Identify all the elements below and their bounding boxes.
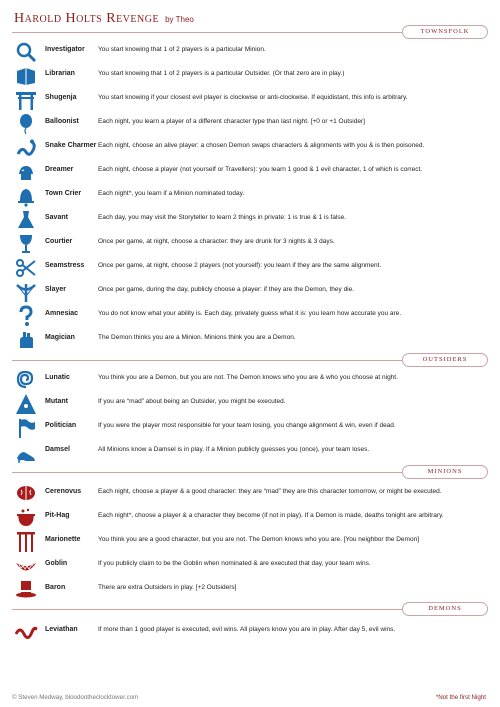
question-mark-icon [14, 304, 38, 328]
scissors-icon [14, 256, 38, 280]
character-row [12, 112, 492, 136]
goblet-icon [14, 232, 38, 256]
cauldron-icon [14, 506, 38, 530]
sea-serpent-icon [14, 620, 38, 644]
script-author: by Theo [165, 15, 194, 24]
character-row [12, 530, 492, 554]
character-row [12, 280, 492, 304]
character-row [12, 160, 492, 184]
character-name: Lunatic [45, 374, 70, 381]
section-header-demons [12, 602, 488, 616]
character-row [12, 328, 492, 352]
crossbow-icon [14, 280, 38, 304]
grin-icon [14, 554, 38, 578]
character-row [12, 88, 492, 112]
book-icon [14, 64, 38, 88]
bell-icon [14, 184, 38, 208]
character-ability: You think you are a Demon, but you are not. The Demon knows who you are & who you choose at night. [98, 374, 398, 381]
character-ability: Once per game, at night, choose 2 players (not yourself): you learn if they are the same alignment. [98, 262, 382, 269]
lab-flask-icon [14, 208, 38, 232]
section-header-minions [12, 465, 488, 479]
character-row [12, 392, 492, 416]
character-name: Cerenovus [45, 488, 82, 495]
character-name: Courtier [45, 238, 73, 245]
character-name: Pit-Hag [45, 512, 70, 519]
footer-note: *Not the first Night [435, 694, 486, 701]
character-row [12, 578, 492, 602]
character-ability: If you were the player most responsible for your team losing, you change alignment & win, even if dead. [98, 422, 396, 429]
marionette-icon [14, 530, 38, 554]
character-row [12, 620, 492, 644]
snake-icon [14, 136, 38, 160]
character-name: Leviathan [45, 626, 78, 633]
character-name: Shugenja [45, 94, 77, 101]
character-name: Snake Charmer [45, 142, 97, 149]
character-ability: If you publicly claim to be the Goblin when nominated & are executed that day, your team wins. [98, 560, 371, 567]
footer-credit: © Steven Medway, bloodontheclocktower.com [12, 694, 139, 701]
section-label: DEMONS [402, 602, 488, 616]
character-ability: If you are “mad” about being an Outsider, you might be executed. [98, 398, 286, 405]
character-row [12, 208, 492, 232]
flag-icon [14, 416, 38, 440]
character-name: Balloonist [45, 118, 79, 125]
character-name: Baron [45, 584, 66, 591]
character-row [12, 440, 492, 464]
brain-icon [14, 482, 38, 506]
character-ability: If more than 1 good player is executed, evil wins. All players know you are in play. After day 5, evil wins. [98, 626, 396, 633]
character-ability: There are extra Outsiders in play. [+2 Outsiders] [98, 584, 237, 591]
section-header-townsfolk [12, 25, 488, 39]
mutant-icon [14, 392, 38, 416]
balloon-icon [14, 112, 38, 136]
character-name: Marionette [45, 536, 81, 543]
character-row [12, 40, 492, 64]
dreamer-icon [14, 160, 38, 184]
character-ability: Each night, choose a player & a good character: they are “mad” they are this character tomorrow, or might be executed. [98, 488, 442, 495]
character-name: Politician [45, 422, 77, 429]
character-name: Dreamer [45, 166, 74, 173]
character-ability: Each night, choose a player (not yourself or Travellers): you learn 1 good & 1 evil character, 1 of which is correct. [98, 166, 423, 173]
character-row [12, 482, 492, 506]
character-ability: You start knowing that 1 of 2 players is a particular Minion. [98, 46, 266, 53]
top-hat-icon [14, 578, 38, 602]
section-label: OUTSIDERS [402, 353, 488, 367]
character-row [12, 304, 492, 328]
character-row [12, 184, 492, 208]
character-ability: Each night*, choose a player & a character they become (if not in play). If a Demon is made, deaths tonight are arbitrary. [98, 512, 444, 519]
character-ability: Once per game, at night, choose a character: they are drunk for 3 nights & 3 days. [98, 238, 335, 245]
character-ability: All Minions know a Damsel is in play. If a Minion publicly guesses you (once), your team loses. [98, 446, 370, 453]
character-name: Seamstress [45, 262, 85, 269]
character-row [12, 232, 492, 256]
character-ability: Once per game, during the day, publicly choose a player: if they are the Demon, they die. [98, 286, 355, 293]
character-name: Town Crier [45, 190, 82, 197]
spiral-icon [14, 368, 38, 392]
magnifying-glass-icon [14, 40, 38, 64]
script-title-text: Harold Holts Revenge [14, 11, 160, 26]
character-row [12, 136, 492, 160]
character-name: Goblin [45, 560, 68, 567]
character-ability: The Demon thinks you are a Minion. Minions think you are a Demon. [98, 334, 296, 341]
character-ability: Each night*, you learn if a Minion nominated today. [98, 190, 245, 197]
character-ability: You do not know what your ability is. Each day, privately guess what it is: you learn how accurate you are. [98, 310, 402, 317]
character-ability: You start knowing that 1 of 2 players is a particular Outsider. (Or that zero are in play.) [98, 70, 345, 77]
character-ability: You start knowing if your closest evil player is clockwise or anti-clockwise. If equidistant, this info is arbitrary. [98, 94, 408, 101]
character-row [12, 416, 492, 440]
character-name: Investigator [45, 46, 85, 53]
character-row [12, 506, 492, 530]
section-label: TOWNSFOLK [402, 25, 488, 39]
character-name: Slayer [45, 286, 67, 293]
magic-hand-icon [14, 328, 38, 352]
character-row [12, 256, 492, 280]
character-name: Savant [45, 214, 68, 221]
character-name: Amnesiac [45, 310, 79, 317]
character-ability: Each night, choose an alive player: a chosen Demon swaps characters & alignments with you & is then poisoned. [98, 142, 425, 149]
character-row [12, 554, 492, 578]
character-ability: You think you are a good character, but you are not. The Demon knows who you are. [You neighbor the Demon] [98, 536, 419, 543]
character-name: Mutant [45, 398, 68, 405]
character-row [12, 64, 492, 88]
torii-gate-icon [14, 88, 38, 112]
character-name: Librarian [45, 70, 75, 77]
character-ability: Each night, you learn a player of a different character type than last night. [+0 or +1 Outsider] [98, 118, 365, 125]
character-row [12, 368, 492, 392]
section-header-outsiders [12, 353, 488, 367]
character-name: Magician [45, 334, 75, 341]
high-heel-icon [14, 440, 38, 464]
character-name: Damsel [45, 446, 70, 453]
section-label: MINIONS [402, 465, 488, 479]
character-ability: Each day, you may visit the Storyteller to learn 2 things in private: 1 is true & 1 is false. [98, 214, 347, 221]
